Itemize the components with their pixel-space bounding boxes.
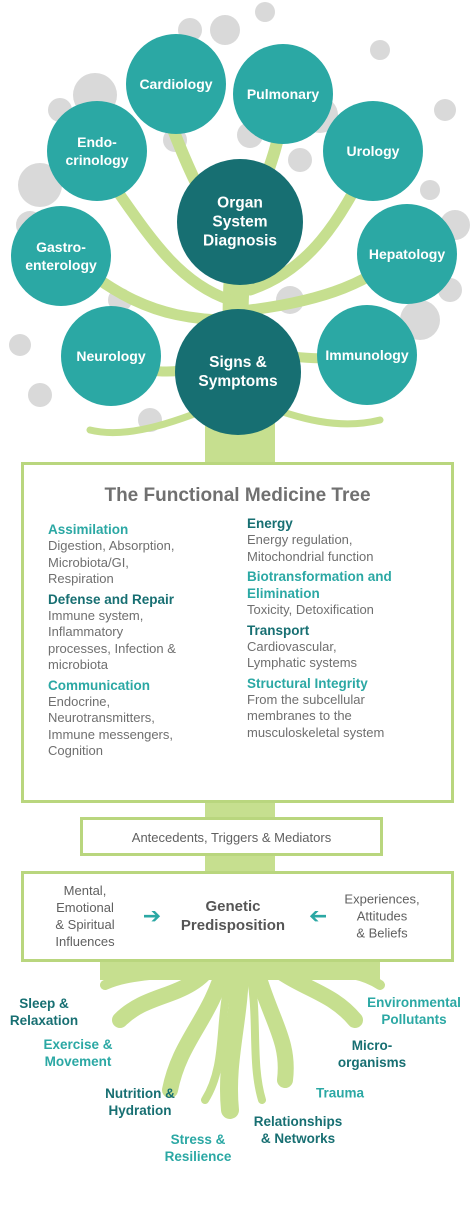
- category-body: Digestion, Absorption, Microbiota/GI, Respiration: [48, 538, 175, 586]
- antecedents-box: [80, 817, 383, 856]
- category-heading: Assimilation: [48, 522, 129, 537]
- category-body: Endocrine, Neurotransmitters, Immune messengers, Cognition: [48, 693, 173, 758]
- right-column: [247, 513, 442, 744]
- category-heading: Structural Integrity: [247, 675, 368, 691]
- panel-title: The Functional Medicine Tree: [104, 485, 371, 506]
- root-label-environmental: Environmental Pollutants: [367, 995, 461, 1027]
- category-heading: Defense and Repair: [48, 591, 175, 607]
- experiences-label: Experiences, Attitudes & Beliefs: [344, 891, 420, 941]
- genetic-predisposition-label: Genetic Predisposition: [180, 898, 286, 934]
- branch-label-neurology: Neurology: [76, 348, 146, 364]
- branch-label-gastroenterology: Gastro- enterology: [25, 239, 97, 273]
- category-body: Immune system, Inflammatory processes, Infection & microbiota: [48, 607, 176, 672]
- root-label-exercise: Exercise & Movement: [43, 1037, 113, 1069]
- branch-label-cardiology: Cardiology: [139, 76, 213, 92]
- category-heading: Communication: [48, 677, 151, 693]
- arrow-right-icon: ➔: [142, 903, 162, 928]
- category-body: Cardiovascular, Lymphatic systems: [247, 638, 358, 670]
- branch-label-urology: Urology: [346, 143, 400, 159]
- category-body: Toxicity, Detoxification: [247, 602, 374, 617]
- mental-emotional-label: Mental, Emotional & Spiritual Influences: [55, 883, 115, 949]
- center-label-organ-system: Organ System Diagnosis: [202, 194, 278, 250]
- antecedents-label: Antecedents, Triggers & Mediators: [131, 830, 332, 845]
- root-label-relationships: Relationships & Networks: [253, 1114, 343, 1146]
- root-label-microorganisms: Micro- organisms: [337, 1038, 407, 1070]
- branch-label-pulmonary: Pulmonary: [246, 86, 320, 102]
- root-label-nutrition: Nutrition & Hydration: [105, 1086, 175, 1118]
- root-label-sleep: Sleep & Relaxation: [9, 996, 79, 1028]
- category-body: Energy regulation, Mitochondrial function: [247, 532, 374, 564]
- left-column: [48, 519, 228, 763]
- root-label-stress: Stress & Resilience: [164, 1132, 232, 1164]
- category-heading: Transport: [247, 622, 310, 638]
- branch-label-endocrinology: Endo- crinology: [65, 134, 129, 168]
- branch-label-hepatology: Hepatology: [368, 246, 446, 262]
- arrow-left-icon: ➔: [308, 903, 328, 928]
- root-label-trauma: Trauma: [315, 1085, 365, 1101]
- category-heading: Energy: [247, 516, 293, 531]
- category-body: From the subcellular membranes to the musculoskeletal system: [247, 691, 385, 740]
- center-label-signs-symptoms: Signs & Symptoms: [198, 354, 278, 390]
- branch-label-immunology: Immunology: [325, 347, 409, 363]
- category-heading: Biotransformation and Elimination: [247, 569, 392, 601]
- functional-medicine-panel: [21, 462, 454, 803]
